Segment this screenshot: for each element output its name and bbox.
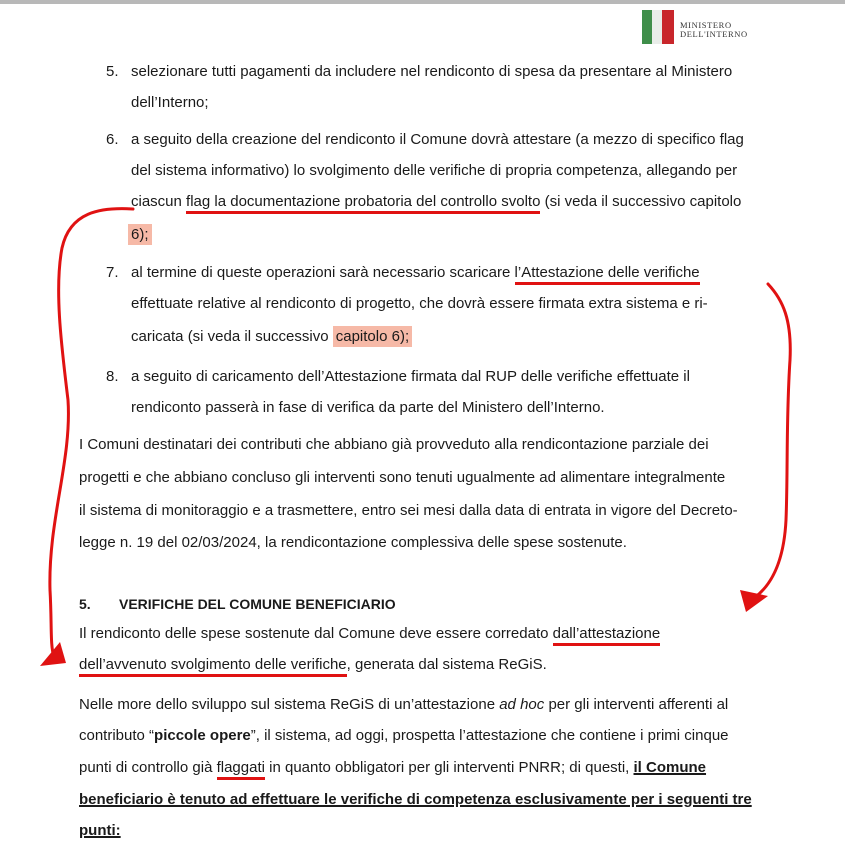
paragraph-line: beneficiario è tenuto ad effettuare le verifiche di competenza esclusivamente per i seguenti tre <box>79 791 752 808</box>
section-number: 5. <box>79 596 91 612</box>
list-item-text: del sistema informativo) lo svolgimento delle verifiche di propria competenza, allegando per <box>131 162 738 179</box>
paragraph-line: il sistema di monitoraggio e a trasmettere, entro sei mesi dalla data di entrata in vigore del Decreto- <box>79 502 738 519</box>
list-item-text: a seguito della creazione del rendiconto il Comune dovrà attestare (a mezzo di specifico flag <box>131 131 744 148</box>
list-item-text: al termine di queste operazioni sarà necessario scaricare l’Attestazione delle verifiche <box>131 257 700 288</box>
red-underline: flag la documentazione probatoria del controllo svolto <box>186 193 540 214</box>
logo-text: MINISTERO DELL'INTERNO <box>680 20 748 39</box>
list-item-text: caricata (si veda il successivo capitolo 6); <box>131 321 412 352</box>
list-number: 8. <box>106 368 119 385</box>
paragraph-line: punti: <box>79 822 121 839</box>
list-item-text: a seguito di caricamento dell’Attestazione firmata dal RUP delle verifiche effettuate il <box>131 368 690 385</box>
italian-flag-icon <box>642 10 678 44</box>
list-item-text: dell’Interno; <box>131 94 209 111</box>
paragraph-line: progetti e che abbiano concluso gli interventi sono tenuti ugualmente ad alimentare integralmente <box>79 469 726 486</box>
red-underline: l’Attestazione delle verifiche <box>515 264 700 285</box>
list-item-text: effettuate relative al rendiconto di progetto, che dovrà essere firmata extra sistema e ri- <box>131 295 708 312</box>
right-arrow-head <box>740 590 768 612</box>
paragraph-line: Il rendiconto delle spese sostenute dal Comune deve essere corredato dall’attestazione <box>79 618 660 649</box>
ministero-logo <box>642 10 782 44</box>
red-underline: dall’attestazione <box>553 625 661 646</box>
list-item-text <box>128 219 152 250</box>
paragraph-line: legge n. 19 del 02/03/2024, la rendicontazione complessiva delle spese sostenute. <box>79 534 627 551</box>
top-border <box>0 0 845 4</box>
list-number: 6. <box>106 131 119 148</box>
left-arrow-head <box>40 642 66 666</box>
paragraph-line: dell’avvenuto svolgimento delle verifiche, generata dal sistema ReGiS. <box>79 649 547 680</box>
red-underline: dell’avvenuto svolgimento delle verifiche <box>79 656 347 677</box>
list-number: 7. <box>106 264 119 281</box>
list-number: 5. <box>106 63 119 80</box>
red-underline: flaggati <box>217 759 265 780</box>
paragraph-line: punti di controllo già flaggati in quanto obbligatori per gli interventi PNRR; di questi, il Comune <box>79 752 706 783</box>
paragraph-line: contributo “piccole opere”, il sistema, ad oggi, prospetta l’attestazione che contiene i primi cinque <box>79 727 729 744</box>
list-item-text: selezionare tutti pagamenti da includere nel rendiconto di spesa da presentare al Ministero <box>131 63 733 80</box>
highlight-mark: 6); <box>128 224 152 245</box>
highlight-mark: capitolo 6); <box>333 326 412 347</box>
list-item-text: rendiconto passerà in fase di verifica da parte del Ministero dell’Interno. <box>131 399 605 416</box>
right-arrow-curve <box>754 284 790 598</box>
section-title: VERIFICHE DEL COMUNE BENEFICIARIO <box>119 596 396 612</box>
paragraph-line: I Comuni destinatari dei contributi che abbiano già provveduto alla rendicontazione parziale dei <box>79 436 709 453</box>
list-item-text: ciascun flag la documentazione probatoria del controllo svolto (si veda il successivo capitolo <box>131 186 741 217</box>
paragraph-line: Nelle more dello sviluppo sul sistema ReGiS di un’attestazione ad hoc per gli interventi afferenti al <box>79 696 729 713</box>
